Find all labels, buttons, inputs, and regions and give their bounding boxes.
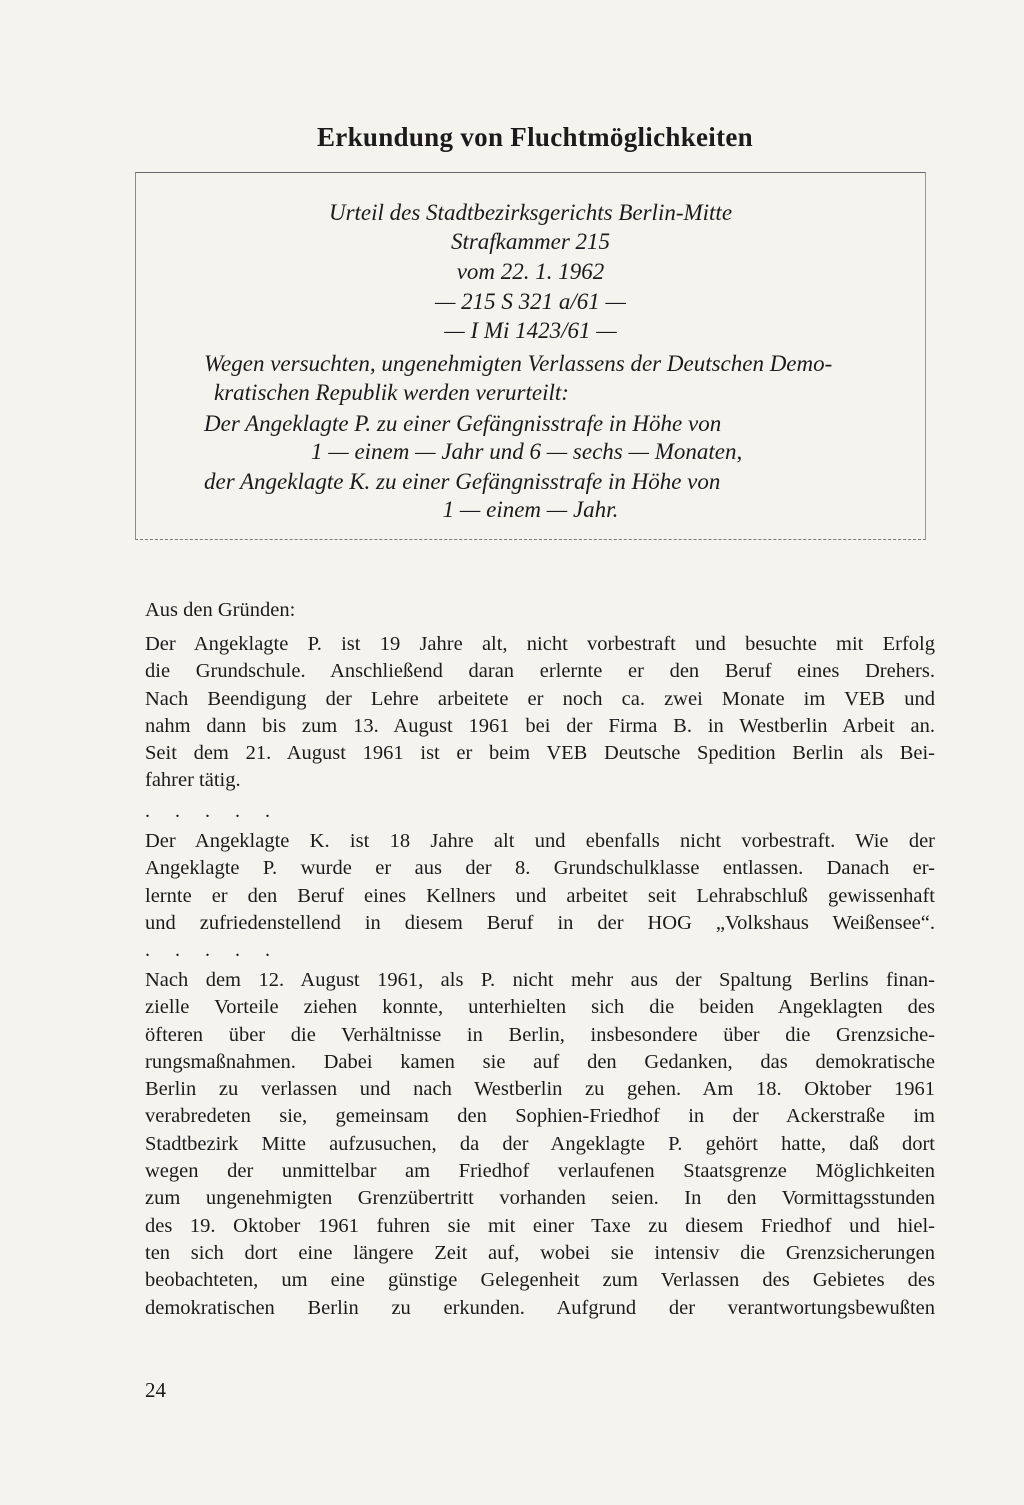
text-line: Der Angeklagte P. ist 19 Jahre alt, nicht vorbestraft und besuchte mit Erfolg (145, 633, 935, 655)
verdict-date: vom 22. 1. 1962 (456, 259, 605, 284)
verdict-case-number: — 215 S 321 a/61 — (434, 289, 627, 314)
text-line: beobachteten, um eine günstige Gelegenheit zum Verlassen des Gebietes des (145, 1269, 935, 1292)
reasons-heading (145, 597, 935, 624)
text-line: lernte er den Beruf eines Kellners und arbeitet seit Lehrabschluß gewissenhaft (145, 884, 935, 907)
text-line: Seit dem 21. August 1961 ist er beim VEB Deutsche Spedition Berlin als Bei- (145, 742, 935, 765)
text-line: des 19. Oktober 1961 fuhren sie mit einer Taxe zu diesem Friedhof und hiel- (145, 1214, 935, 1237)
verdict-chamber: Strafkammer 215 (450, 229, 611, 254)
paragraph-defendant-p (145, 631, 935, 795)
text-line: die Grundschule. Anschließend daran erlernte er den Beruf eines Drehers. (145, 660, 935, 683)
text-line: Berlin zu verlassen und nach Westberlin zu gehen. Am 18. Oktober 1961 (145, 1078, 935, 1101)
text-line: fahrer tätig. (145, 769, 241, 792)
text-line: zum ungenehmigten Grenzübertritt vorhanden seien. In den Vormittagsstunden (145, 1187, 935, 1210)
text-line: verabredeten sie, gemeinsam den Sophien-Friedhof in der Ackerstraße im (145, 1105, 935, 1128)
text-line: demokratischen Berlin zu erkunden. Aufgrund der verantwortungsbewußten (145, 1296, 935, 1319)
text-line: öfteren über die Verhältnisse in Berlin, insbesondere über die Grenzsiche- (145, 1023, 935, 1046)
text-line: und zufriedenstellend in diesem Beruf in der HOG „Volkshaus Weißensee“. (145, 911, 935, 934)
verdict-register-number: — I Mi 1423/61 — (444, 318, 617, 343)
text-line: wegen der unmittelbar am Friedhof verlaufenen Staatsgrenze Möglichkeiten (145, 1160, 935, 1183)
page-title: Erkundung von Fluchtmöglichkeiten (317, 122, 753, 152)
verdict-sentence-p-line-2: 1 — einem — Jahr und 6 — sechs — Monaten, (311, 439, 743, 464)
text-line: zielle Vorteile ziehen konnte, unterhielten sich die beiden Angeklagten des (145, 996, 935, 1019)
text-line: Stadtbezirk Mitte aufzusuchen, da der Angeklagte P. gehört hatte, daß dort (145, 1132, 935, 1155)
text-line: rungsmaßnahmen. Dabei kamen sie auf den Gedanken, das demokratische (145, 1050, 935, 1073)
text-line: Nach dem 12. August 1961, als P. nicht mehr aus der Spaltung Berlins finan- (145, 969, 935, 991)
paragraph-events (145, 967, 935, 1322)
verdict-sentence-p-line-1: Der Angeklagte P. zu einer Gefängnisstrafe in Höhe von (204, 411, 722, 436)
verdict-box (135, 172, 926, 540)
reasons-heading-text: Aus den Gründen: (145, 599, 296, 621)
verdict-sentence-k-line-2: 1 — einem — Jahr. (442, 497, 619, 522)
text-line: nahm dann bis zum 13. August 1961 bei der Firma B. in Westberlin Arbeit an. (145, 714, 935, 737)
verdict-charge-line-1: Wegen versuchten, ungenehmigten Verlassens der Deutschen Demo- (204, 351, 833, 376)
verdict-charge-line-2: kratischen Republik werden verurteilt: (214, 380, 569, 405)
omission-mark: . . . . . (145, 939, 280, 961)
text-line: Der Angeklagte K. ist 18 Jahre alt und ebenfalls nicht vorbestraft. Wie der (145, 830, 935, 852)
omission-mark: . . . . . (145, 800, 280, 822)
text-line: Angeklagte P. wurde er aus der 8. Grundschulklasse entlassen. Danach er- (145, 857, 935, 880)
paragraph-defendant-k (145, 828, 935, 937)
page-number: 24 (145, 1378, 166, 1402)
verdict-court: Urteil des Stadtbezirksgerichts Berlin-Mitte (328, 200, 733, 225)
text-line: ten sich dort eine längere Zeit auf, wobei sie intensiv die Grenzsicherungen (145, 1241, 935, 1264)
verdict-sentence-k-line-1: der Angeklagte K. zu einer Gefängnisstrafe in Höhe von (204, 469, 721, 494)
text-line: Nach Beendigung der Lehre arbeitete er noch ca. zwei Monate im VEB und (145, 687, 935, 710)
